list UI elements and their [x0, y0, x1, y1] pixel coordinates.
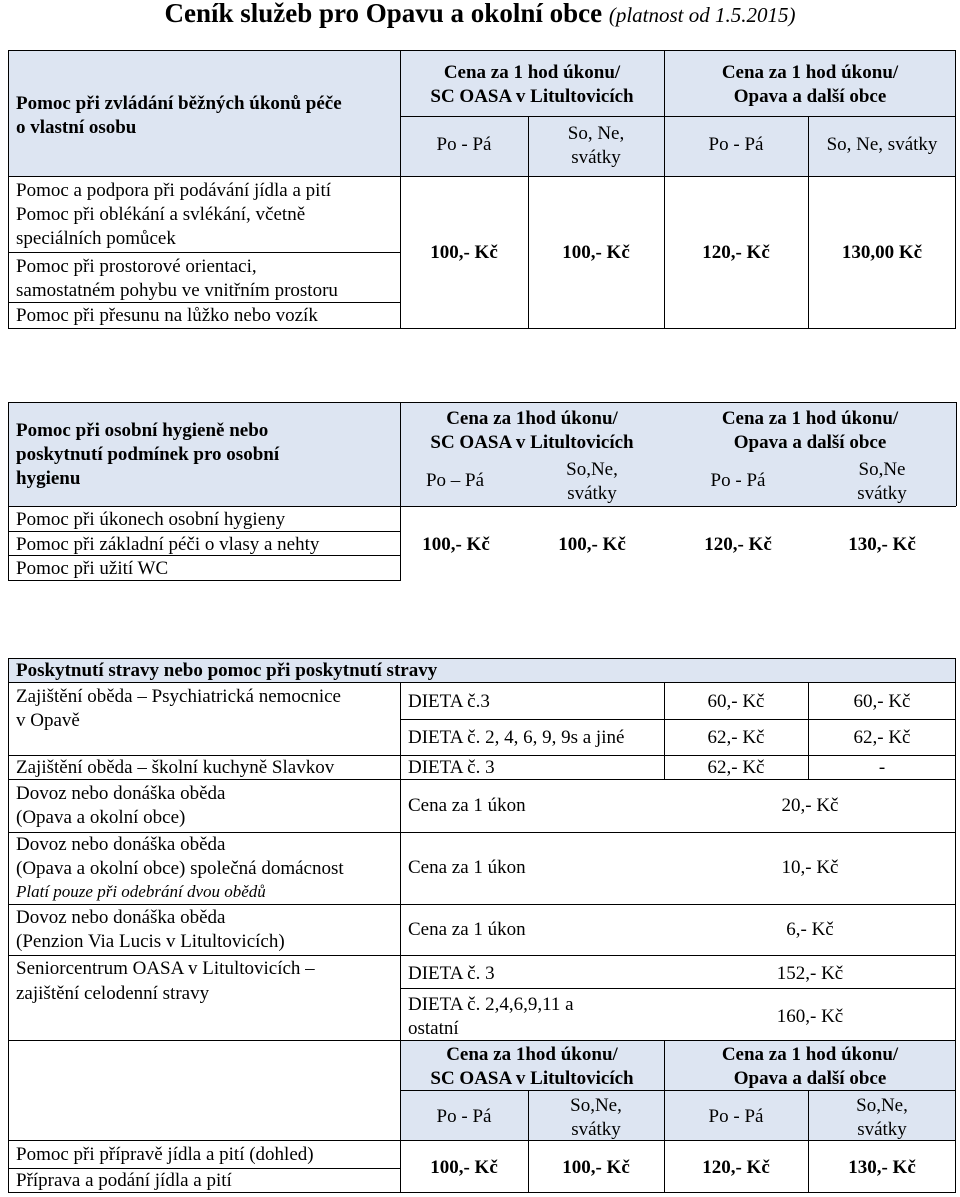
price: 120,- Kč [704, 534, 772, 555]
col-weekend-line-2: svátky [857, 1119, 907, 1140]
hdr-litultovice-line-1: Cena za 1hod úkonu/ [446, 408, 618, 429]
meal-row-label-line-2: zajištění celodenní stravy [16, 983, 210, 1004]
service-item: Pomoc při užití WC [16, 558, 169, 579]
col-weekend-line-1: So,Ne, [570, 1095, 622, 1116]
section-1-heading-line-2: o vlastní osobu [16, 117, 137, 138]
hdr-litultovice-line-1: Cena za 1 hod úkonu/ [443, 62, 621, 83]
service-item: samostatném pohybu ve vnitřním prostoru [16, 280, 338, 301]
col-weekday: Po - Pá [436, 134, 492, 155]
price: 100,- Kč [430, 1157, 498, 1178]
meal-row-label-line-2: (Opava a okolní obce) společná domácnost [16, 858, 344, 879]
service-item: Pomoc při základní péči o vlasy a nehty [16, 534, 320, 555]
meal-row-label-line-2: (Penzion Via Lucis v Litultovicích) [16, 931, 285, 952]
diet-label-line-2: ostatní [408, 1018, 459, 1039]
section-2-heading-line-2: poskytnutí podmínek pro osobní [16, 444, 280, 465]
service-item: Příprava a podání jídla a pití [16, 1170, 232, 1191]
col-weekend-line-2: svátky [571, 147, 621, 168]
meal-row-label-line-2: (Opava a okolní obce) [16, 807, 186, 828]
unit-label: Cena za 1 úkon [408, 857, 526, 878]
meal-row-label-line-1: Dovoz nebo donáška oběda [16, 907, 226, 928]
col-weekend-line-2: svátky [857, 483, 907, 504]
section-1-heading-line-1: Pomoc při zvládání běžných úkonů péče [16, 93, 342, 114]
hdr-litultovice-line-1: Cena za 1hod úkonu/ [446, 1044, 618, 1065]
col-weekend-line-2: svátky [567, 483, 617, 504]
price: 62,- Kč [707, 727, 765, 748]
price: 10,- Kč [781, 857, 839, 878]
price: 20,- Kč [781, 795, 839, 816]
hdr-opava-line-2: Opava a další obce [733, 1068, 887, 1089]
meal-row-label-line-2: v Opavě [16, 710, 80, 731]
price: 62,- Kč [707, 757, 765, 778]
unit-label: Cena za 1 úkon [408, 795, 526, 816]
col-weekday: Po - Pá [708, 134, 764, 155]
page-title [0, 0, 960, 30]
hdr-litultovice-line-2: SC OASA v Litultovicích [430, 1068, 634, 1089]
price: - [878, 757, 886, 778]
price: 120,- Kč [702, 242, 770, 263]
section-2-heading-line-3: hygienu [16, 468, 81, 489]
service-item: Pomoc při přesunu na lůžko nebo vozík [16, 305, 318, 326]
hdr-opava-line-2: Opava a další obce [733, 86, 887, 107]
price: 60,- Kč [853, 691, 911, 712]
meal-row-label-line-1: Zajištění oběda – Psychiatrická nemocnice [16, 686, 341, 707]
diet-label: DIETA č. 3 [408, 963, 495, 984]
service-item: Pomoc při úkonech osobní hygieny [16, 509, 286, 530]
hdr-litultovice-line-2: SC OASA v Litultovicích [430, 86, 634, 107]
meal-row-label-line-1: Dovoz nebo donáška oběda [16, 783, 226, 804]
price: 100,- Kč [430, 242, 498, 263]
service-item: Pomoc při prostorové orientaci, [16, 256, 257, 277]
price: 130,- Kč [848, 1157, 916, 1178]
price: 62,- Kč [853, 727, 911, 748]
col-weekend: So, Ne, svátky [826, 134, 938, 155]
price: 152,- Kč [776, 963, 844, 984]
col-weekday: Po – Pá [425, 470, 485, 491]
section-3-heading: Poskytnutí stravy nebo pomoc při poskytnutí stravy [16, 660, 438, 681]
hdr-litultovice-line-2: SC OASA v Litultovicích [430, 432, 634, 453]
title-validity-note: (platnost od 1.5.2015) [608, 3, 796, 27]
col-weekend-line-1: So,Ne, [566, 459, 618, 480]
hdr-opava-line-1: Cena za 1 hod úkonu/ [721, 62, 899, 83]
section-2-heading-line-1: Pomoc při osobní hygieně nebo [16, 420, 269, 441]
service-item: Pomoc a podpora při podávání jídla a pití [16, 180, 332, 201]
diet-label: DIETA č.3 [408, 691, 490, 712]
col-weekday: Po - Pá [436, 1106, 492, 1127]
hdr-opava-line-1: Cena za 1 hod úkonu/ [721, 1044, 899, 1065]
price: 100,- Kč [422, 534, 490, 555]
col-weekend-line-1: So,Ne, [856, 1095, 908, 1116]
title-main: Ceník služeb pro Opavu a okolní obce [164, 0, 603, 28]
col-weekend-line-2: svátky [571, 1119, 621, 1140]
price: 120,- Kč [702, 1157, 770, 1178]
meal-row-label: Zajištění oběda – školní kuchyně Slavkov [16, 757, 335, 778]
meal-row-note: Platí pouze při odebrání dvou obědů [16, 882, 266, 901]
diet-label: DIETA č. 2, 4, 6, 9, 9s a jiné [408, 727, 625, 748]
service-item: Pomoc při oblékání a svlékání, včetně [16, 204, 306, 225]
col-weekend-line-1: So,Ne [858, 459, 906, 480]
price: 160,- Kč [776, 1006, 844, 1027]
meal-row-label-line-1: Dovoz nebo donáška oběda [16, 834, 226, 855]
price: 100,- Kč [562, 242, 630, 263]
price: 60,- Kč [707, 691, 765, 712]
price: 6,- Kč [786, 919, 834, 940]
col-weekend-line-1: So, Ne, [567, 123, 625, 144]
service-item: Pomoc při přípravě jídla a pití (dohled) [16, 1144, 314, 1165]
service-item: speciálních pomůcek [16, 228, 176, 249]
diet-label-line-1: DIETA č. 2,4,6,9,11 a [408, 994, 574, 1015]
meal-row-label-line-1: Seniorcentrum OASA v Litultovicích – [16, 958, 315, 979]
col-weekday: Po - Pá [710, 470, 766, 491]
unit-label: Cena za 1 úkon [408, 919, 526, 940]
price: 100,- Kč [562, 1157, 630, 1178]
col-weekday: Po - Pá [708, 1106, 764, 1127]
price: 130,- Kč [848, 534, 916, 555]
diet-label: DIETA č. 3 [408, 757, 495, 778]
price: 100,- Kč [558, 534, 626, 555]
hdr-opava-line-1: Cena za 1 hod úkonu/ [721, 408, 899, 429]
hdr-opava-line-2: Opava a další obce [733, 432, 887, 453]
price: 130,00 Kč [841, 242, 923, 263]
